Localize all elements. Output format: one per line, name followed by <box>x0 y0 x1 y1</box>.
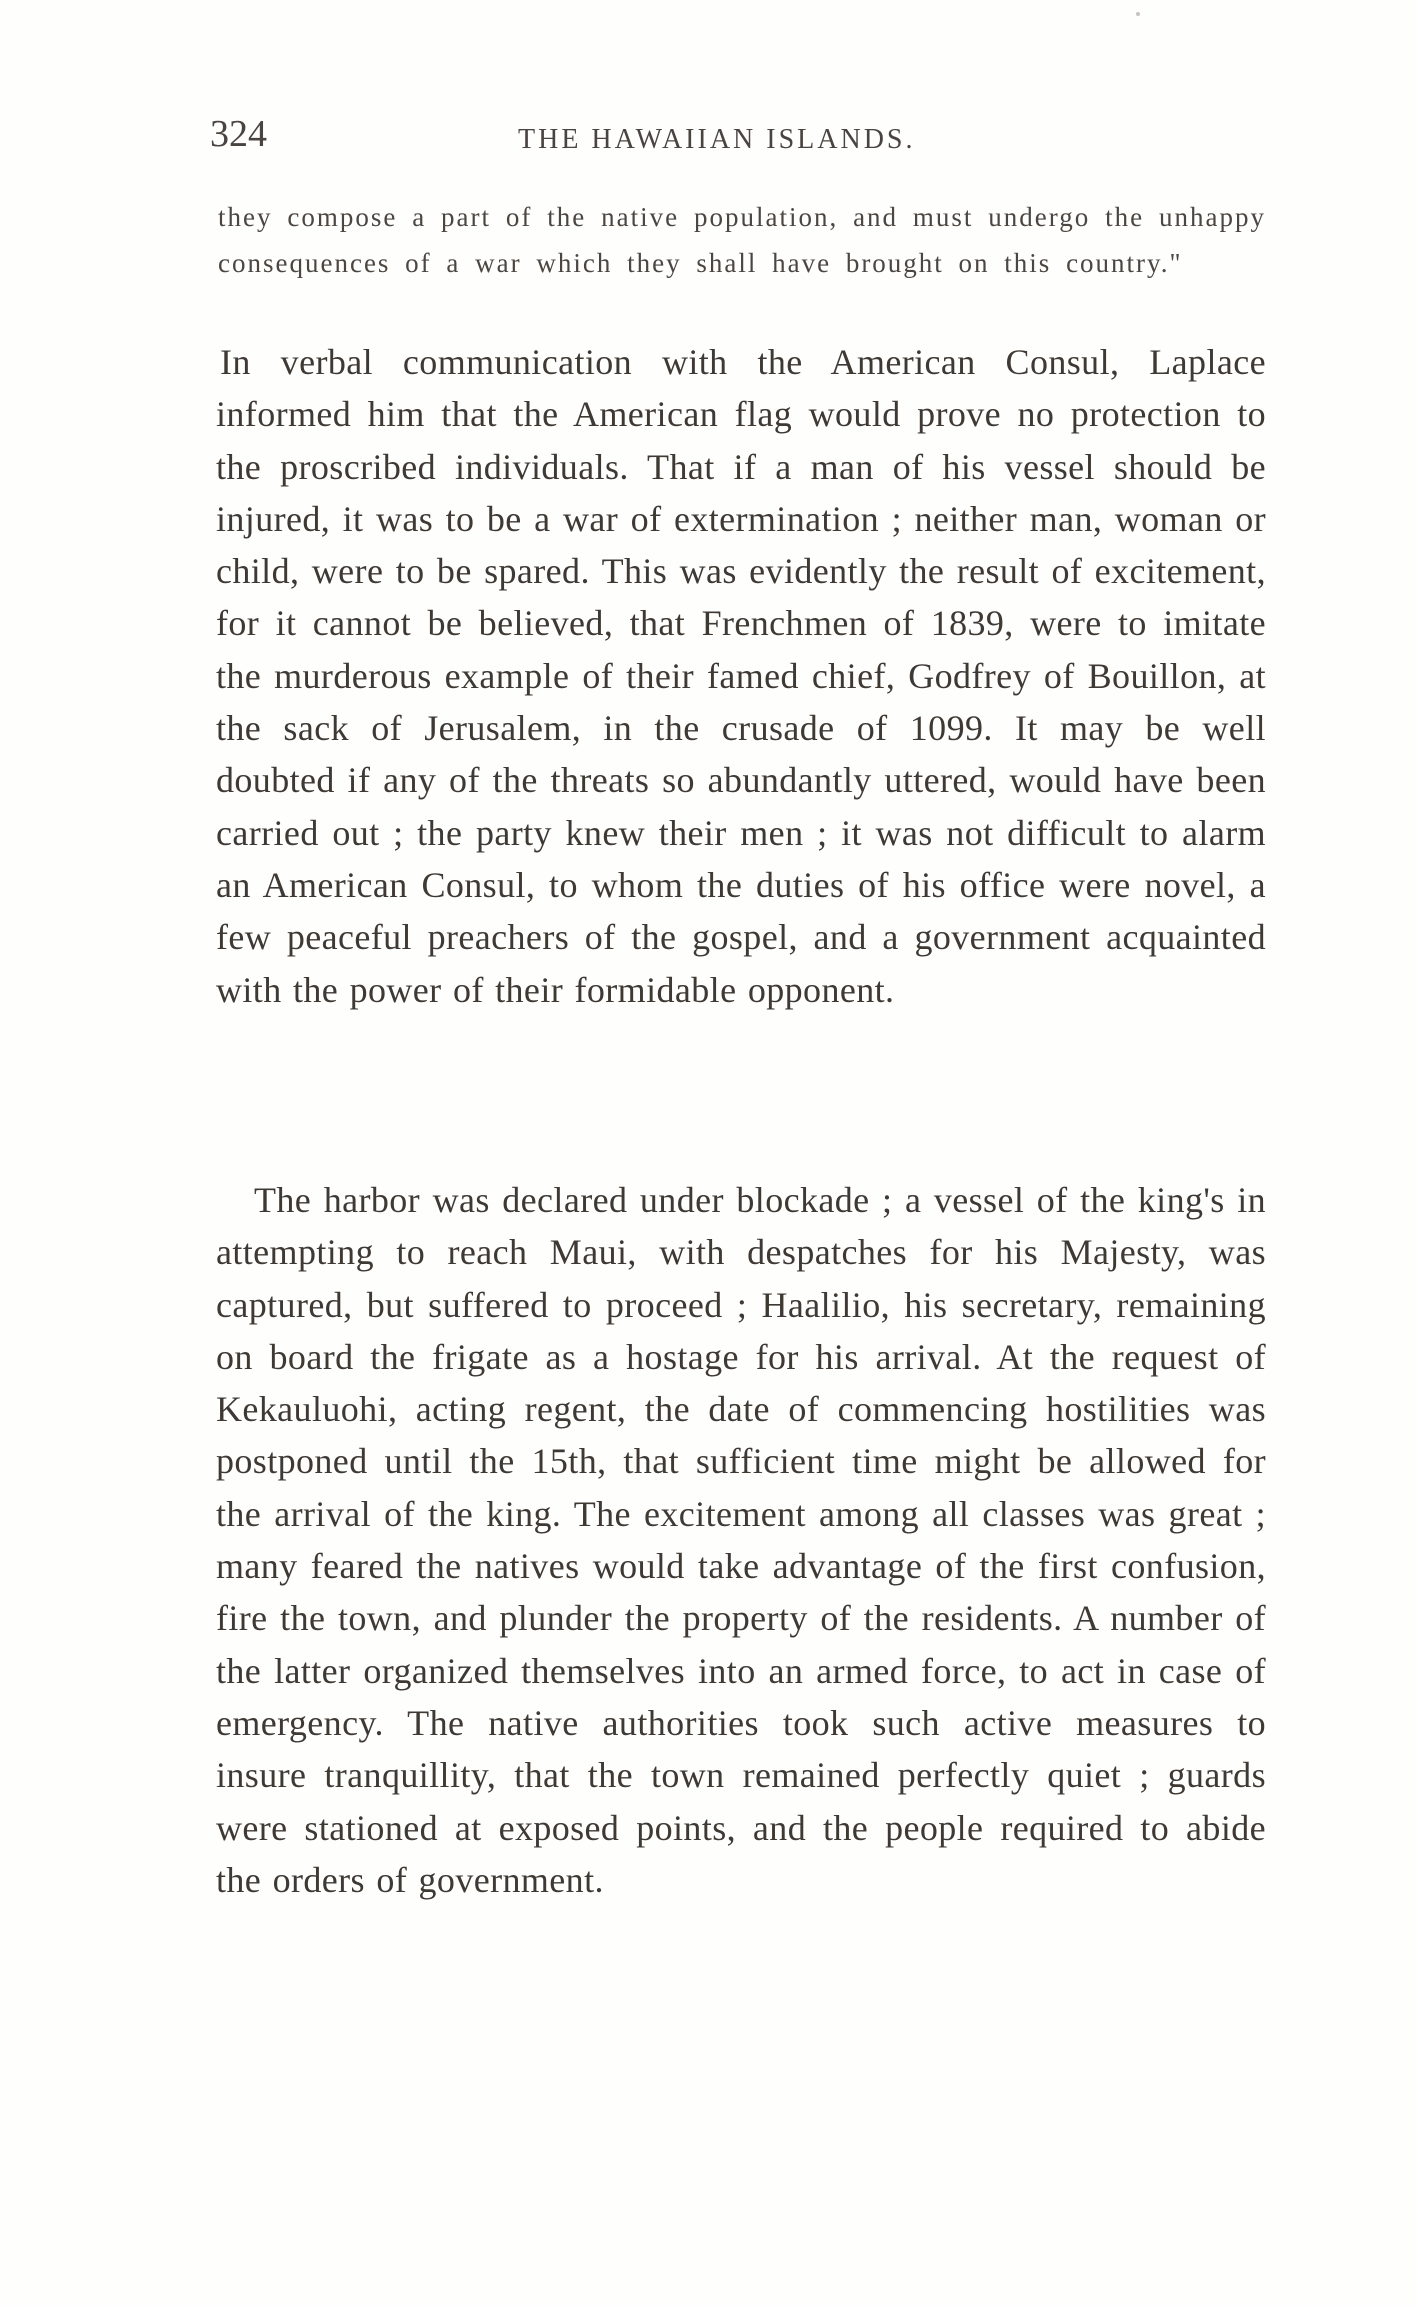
paper-speck <box>1136 12 1140 16</box>
paragraph-text: In verbal communication with the American Consul, Laplace informed him that the American flag would prove no protection to the proscribed individuals. That if a man of his vessel should be injured, it was to be a war of extermination ; neither man, woman or child, were to be spared. This was evidently the result of excitement, for it cannot be believed, that Frenchmen of 1839, were to imitate the murderous example of their famed chief, Godfrey of Bouillon, at the sack of Jerusalem, in the crusade of 1099. It may be well doubted if any of the threats so abundantly uttered, would have been carried out ; the party knew their men ; it was not difficult to alarm an American Consul, to whom the duties of his office were novel, a few peaceful preachers of the gospel, and a government acquainted with the power of their formidable opponent. <box>216 342 1266 1010</box>
page-number: 324 <box>210 113 267 155</box>
quote-continuation: they compose a part of the native population, and must undergo the unhappy consequences of a war which they shall have brought on this country." <box>218 202 1266 278</box>
body-paragraph-1 <box>216 336 1266 1016</box>
running-title: THE HAWAIIAN ISLANDS. <box>518 124 916 155</box>
body-paragraph-2 <box>216 1174 1266 1906</box>
page-header <box>210 106 1260 166</box>
paragraph-text: The harbor was declared under blockade ; a vessel of the king's in attempting to reach Maui, with despatches for his Majesty, was captured, but suffered to proceed ; Haalilio, his secretary, remaining on board the frigate as a hostage for his arrival. At the request of Kekauluohi, acting regent, the date of commencing hostilities was postponed until the 15th, that sufficient time might be allowed for the arrival of the king. The excitement among all classes was great ; many feared the natives would take advantage of the first confusion, fire the town, and plunder the property of the residents. A number of the latter organized themselves into an armed force, to act in case of emergency. The native authorities took such active measures to insure tranquillity, that the town remained perfectly quiet ; guards were stationed at exposed points, and the people required to abide the orders of government. <box>216 1180 1266 1900</box>
